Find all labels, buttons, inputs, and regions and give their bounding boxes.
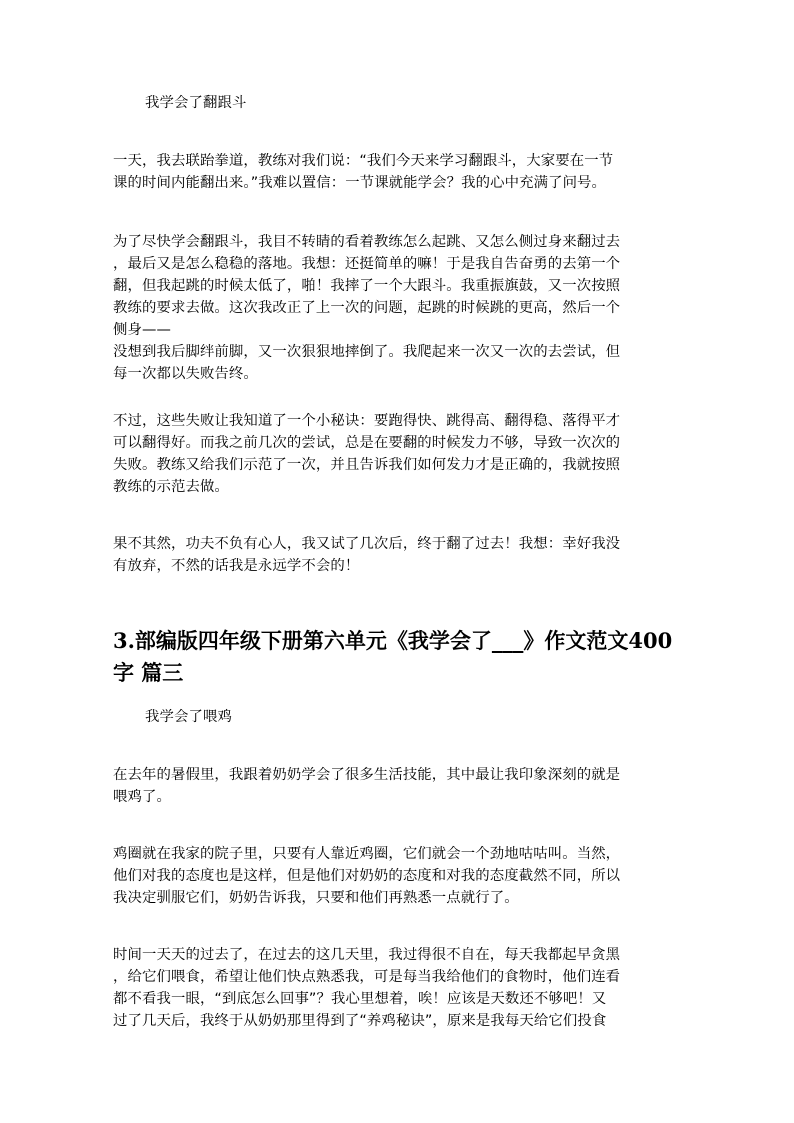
essay-title-somersault: 我学会了翻跟斗	[145, 95, 247, 111]
paragraph-6: 鸡圈就在我家的院子里，只要有人靠近鸡圈，它们就会一个劲地咕咕叫。当然， 他们对我的态度也是这样，但是他们对奶奶的态度和对我的态度截然不同，所以 我决定驯服它们，奶奶告诉我，只要和他们再熟悉一点就行了。	[113, 846, 621, 906]
paragraph-3: 不过，这些失败让我知道了一个小秘诀：要跑得快、跳得高、翻得稳、落得平才 可以翻得好。而我之前几次的尝试，总是在要翻的时候发力不够，导致一次次的 失败。教练又给我们示范了一次，并且告诉我们如何发力才是正确的，我就按照 教练的示范去做。	[113, 413, 621, 495]
paragraph-5: 在去年的暑假里，我跟着奶奶学会了很多生活技能，其中最让我印象深刻的就是 喂鸡了。	[113, 767, 621, 805]
paragraph-1: 一天，我去联跆拳道，教练对我们说：“我们今天来学习翻跟斗，大家要在一节 课的时间内能翻出来。”我难以置信：一节课就能学会？我的心中充满了问号。	[113, 153, 614, 191]
paragraph-2: 为了尽快学会翻跟斗，我目不转睛的看着教练怎么起跳、又怎么侧过身来翻过去 ，最后又是怎么稳稳的落地。我想：还挺简单的嘛！于是我自告奋勇的去第一个 翻，但我起跳的时候太低了，啪！我摔了一个大跟斗。我重振旗鼓，又一次按照 教练的要求去做。这次我改正了上一次的问题，起跳的时候跳的更高，然后一个 侧身—— 没想到我后脚绊前脚，又一次狠狠地摔倒了。我爬起来一次又一次的去尝试，但 每一次都以失败告终。	[113, 234, 621, 382]
paragraph-4: 果不其然，功夫不负有心人，我又试了几次后，终于翻了过去！我想：幸好我没 有放弃，不然的话我是永远学不会的！	[113, 536, 621, 574]
paragraph-7: 时间一天天的过去了，在过去的这几天里，我过得很不自在，每天我都起早贪黑 ，给它们喂食，希望让他们快点熟悉我，可是每当我给他们的食物时，他们连看 都不看我一眼，“到底怎么回事”？我心里想着，唉！应该是天数还不够吧！又 过了几天后，我终于从奶奶那里得到了“养鸡秘诀”，原来是我每天给它们投食	[113, 947, 621, 1029]
essay-title-chicken: 我学会了喂鸡	[145, 709, 232, 725]
section-heading: 3.部编版四年级下册第六单元《我学会了___》作文范文400字 篇三	[113, 628, 673, 685]
